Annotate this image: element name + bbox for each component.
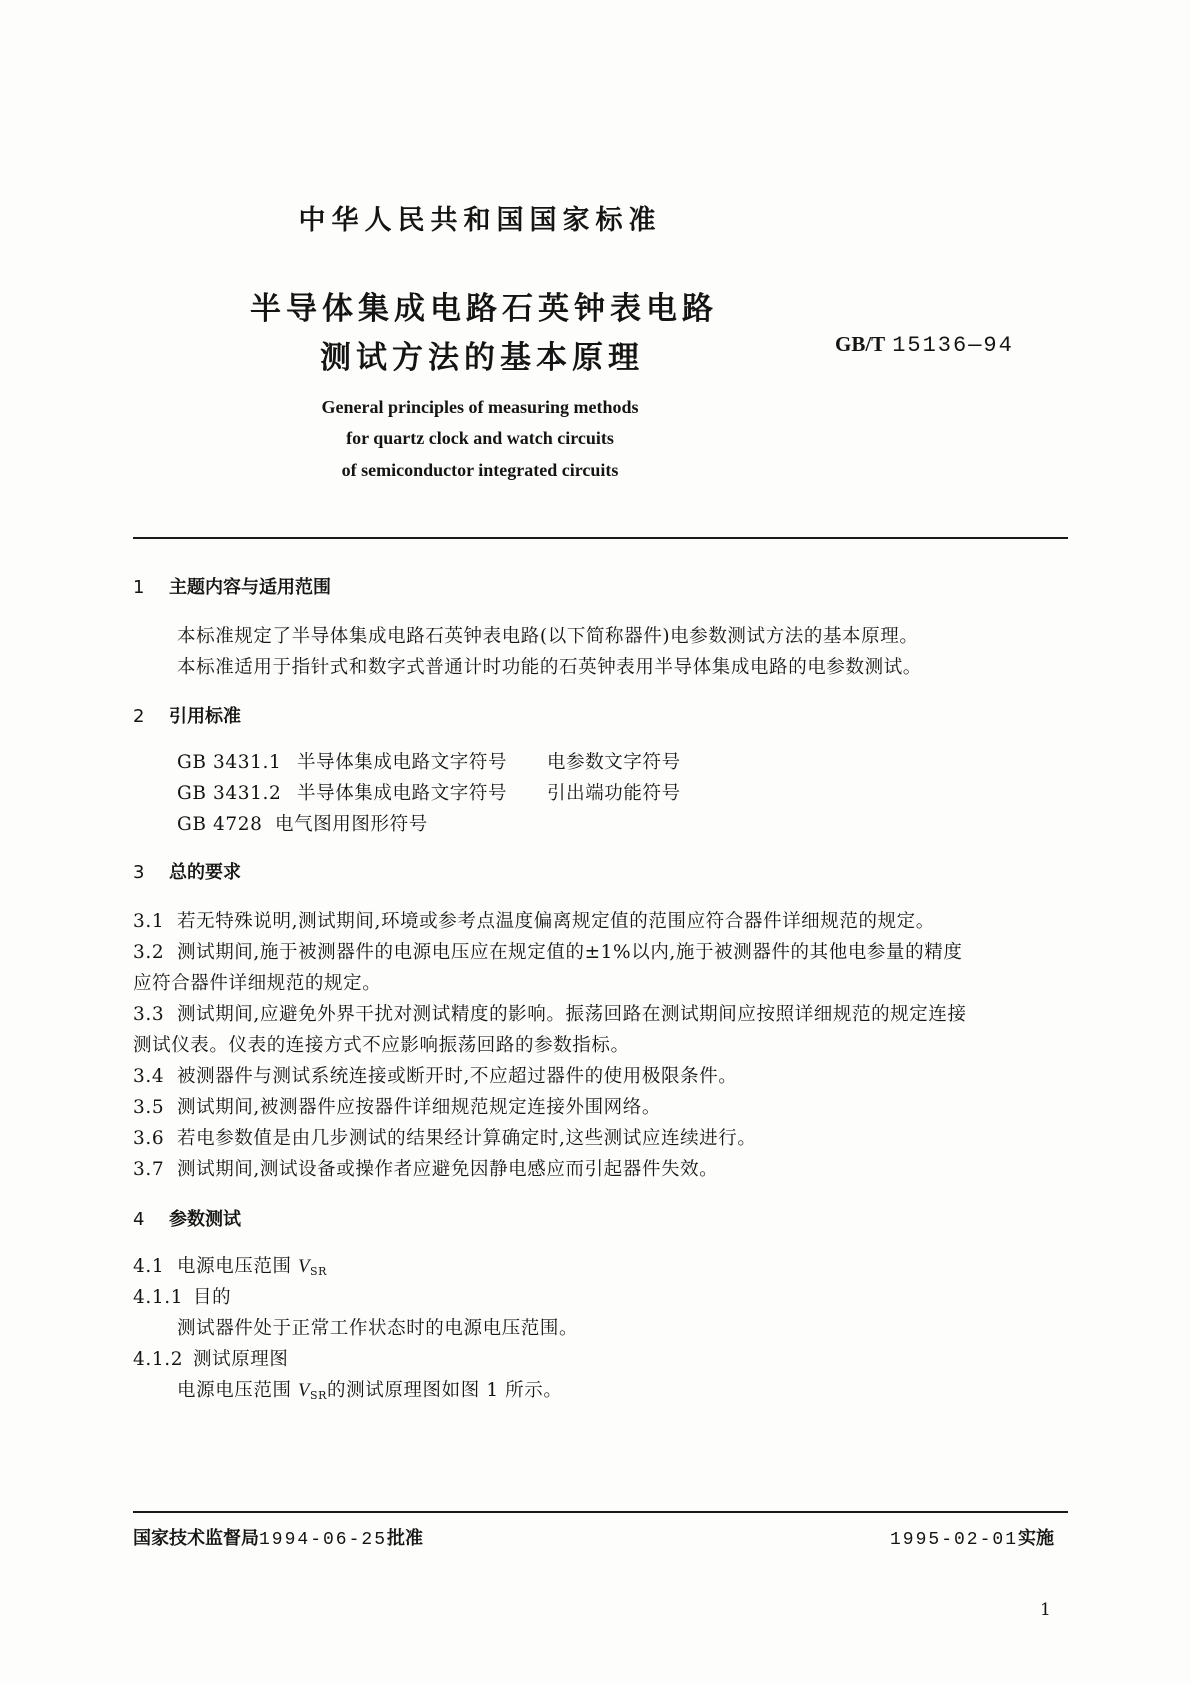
clause-label: 目的 [193,1287,232,1308]
reference-title: 半导体集成电路文字符号 [297,783,508,804]
standard-code [835,332,1014,358]
clause-text: 测试期间,被测器件应按器件详细规范规定连接外围网络。 [177,1097,661,1118]
bottom-divider [133,1511,1068,1513]
requirement-3-5 [133,1093,661,1119]
requirement-3-2-continued: 应符合器件详细规范的规定。 [133,973,382,994]
clause-text: 若电参数值是由几步测试的结果经计算确定时,这些测试应连续进行。 [177,1128,757,1149]
clause-number: 4.1.2 [133,1349,184,1370]
section-1-paragraph-2: 本标准适用于指针式和数字式普通计时功能的石英钟表用半导体集成电路的电参数测试。 [177,657,922,678]
section-1-title: 主题内容与适用范围 [169,577,331,598]
clause-number: 3.5 [133,1097,165,1118]
clause-number: 3.7 [133,1159,165,1180]
section-3-title: 总的要求 [169,862,241,883]
section-4-number: 4 [133,1209,145,1230]
implementation-label: 实施 [1018,1528,1055,1549]
standard-type-heading: 中华人民共和国国家标准 [298,205,662,236]
issuer: 国家技术监督局 [133,1528,259,1549]
clause-number: 3.2 [133,942,165,963]
requirement-3-4 [133,1062,737,1088]
clause-number: 3.1 [133,911,165,932]
clause-number: 4.1 [133,1256,165,1277]
clause-4-1 [133,1252,327,1278]
symbol-subscript: SR [310,1265,328,1278]
reference-subtitle: 电参数文字符号 [547,752,681,773]
clause-text: 被测器件与测试系统连接或断开时,不应超过器件的使用极限条件。 [177,1066,738,1087]
section-4-title: 参数测试 [169,1209,241,1230]
section-1-paragraph-1: 本标准规定了半导体集成电路石英钟表电路(以下简称器件)电参数测试方法的基本原理。 [177,626,919,647]
reference-code: GB 4728 [177,814,263,835]
clause-4-1-1-text: 测试器件处于正常工作状态时的电源电压范围。 [177,1318,579,1339]
section-2-heading [133,702,241,728]
clause-number: 3.3 [133,1004,165,1025]
reference-item [177,810,428,836]
clause-label: 测试原理图 [193,1349,289,1370]
document-title-line-1: 半导体集成电路石英钟表电路 [250,291,718,327]
symbol-v: V [298,1381,310,1401]
requirement-3-3-continued: 测试仪表。仪表的连接方式不应影响振荡回路的参数指标。 [133,1035,630,1056]
english-title-line-2: for quartz clock and watch circuits [346,428,614,448]
reference-item [177,779,681,805]
reference-subtitle: 引出端功能符号 [547,783,681,804]
standard-code-number: 15136—94 [892,333,1014,358]
implementation-date: 1995-02-01 [890,1530,1019,1550]
reference-title: 半导体集成电路文字符号 [297,752,508,773]
symbol-v: V [298,1257,310,1277]
clause-4-1-2 [133,1345,289,1371]
implementation-line [890,1524,1054,1550]
clause-number: 3.6 [133,1128,165,1149]
requirement-3-3 [133,1000,967,1026]
section-3-heading [133,858,241,884]
standard-code-prefix: GB/T [835,332,886,356]
clause-4-1-2-text [177,1376,562,1402]
english-title-line-1: General principles of measuring methods [321,397,639,417]
clause-text-post: 的测试原理图如图 1 所示。 [327,1380,563,1401]
approval-line [133,1524,423,1550]
reference-item [177,748,681,774]
reference-title: 电气图用图形符号 [275,814,428,835]
clause-text: 测试期间,施于被测器件的电源电压应在规定值的±1%以内,施于被测器件的其他电参量的精度 [177,942,963,963]
symbol-subscript: SR [310,1389,328,1402]
page-number: 1 [1040,1600,1051,1620]
clause-text: 测试期间,应避免外界干扰对测试精度的影响。振荡回路在测试期间应按照详细规范的规定连接 [177,1004,967,1025]
section-3-number: 3 [133,862,145,883]
section-1-number: 1 [133,577,145,598]
document-title-line-2: 测试方法的基本原理 [320,340,644,376]
clause-number: 4.1.1 [133,1287,184,1308]
requirement-3-6 [133,1124,756,1150]
section-2-title: 引用标准 [169,706,241,727]
requirement-3-1 [133,907,935,933]
reference-code: GB 3431.1 [177,752,282,773]
top-divider [133,537,1068,539]
section-4-heading [133,1205,241,1231]
clause-label: 电源电压范围 [177,1256,292,1277]
requirement-3-7 [133,1155,718,1181]
clause-text: 若无特殊说明,测试期间,环境或参考点温度偏离规定值的范围应符合器件详细规范的规定。 [177,911,935,932]
clause-number: 3.4 [133,1066,165,1087]
requirement-3-2 [133,938,962,964]
section-2-number: 2 [133,706,145,727]
clause-text: 测试期间,测试设备或操作者应避免因静电感应而引起器件失效。 [177,1159,719,1180]
clause-4-1-1 [133,1283,231,1309]
reference-code: GB 3431.2 [177,783,282,804]
approve-label: 批准 [387,1528,424,1549]
english-title-line-3: of semiconductor integrated circuits [341,460,619,480]
approve-date: 1994-06-25 [259,1530,388,1550]
section-1-heading [133,573,331,599]
clause-text-pre: 电源电压范围 [177,1380,292,1401]
